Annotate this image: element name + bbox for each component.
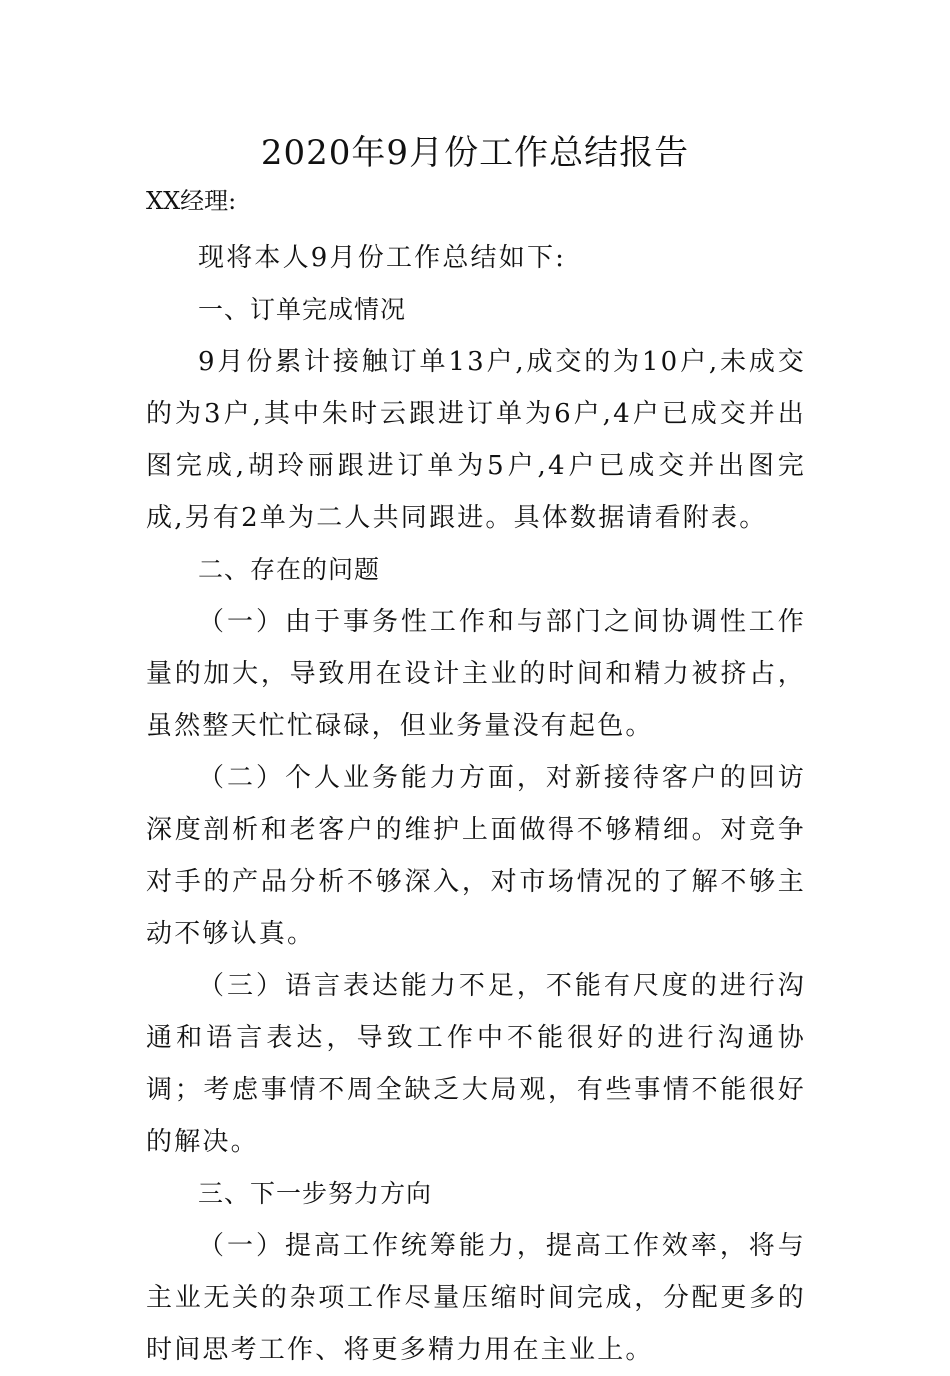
document-title: 2020年9月份工作总结报告 xyxy=(260,133,690,173)
problem-paragraph-3: （三）语言表达能力不足，不能有尺度的进行沟通和语言表达，导致工作中不能很好的进行沟通协调；考虑事情不周全缺乏大局观，有些事情不能很好的解决。 xyxy=(146,971,806,1157)
section-heading-next-steps: 三、下一步努力方向 xyxy=(198,1179,433,1208)
section-heading-problems: 二、存在的问题 xyxy=(198,555,381,584)
problem-paragraph-1: （一）由于事务性工作和与部门之间协调性工作量的加大，导致用在设计主业的时间和精力被挤占，虽然整天忙忙碌碌，但业务量没有起色。 xyxy=(146,607,806,741)
document-body xyxy=(146,232,806,1376)
salutation: XX经理: xyxy=(146,187,237,215)
problem-paragraph-2: （二）个人业务能力方面，对新接待客户的回访深度剖析和老客户的维护上面做得不够精细。对竞争对手的产品分析不够深入，对市场情况的了解不够主动不够认真。 xyxy=(146,763,806,949)
next-step-paragraph-1: （一）提高工作统筹能力，提高工作效率，将与主业无关的杂项工作尽量压缩时间完成，分配更多的时间思考工作、将更多精力用在主业上。 xyxy=(146,1231,806,1365)
section-heading-orders: 一、订单完成情况 xyxy=(198,295,407,324)
intro-paragraph: 现将本人9月份工作总结如下: xyxy=(198,243,567,273)
orders-paragraph: 9月份累计接触订单13户,成交的为10户,未成交的为3户,其中朱时云跟进订单为6户,4户已成交并出图完成,胡玲丽跟进订单为5户,4户已成交并出图完成,另有2单为二人共同跟进。具体数据请看附表。 xyxy=(146,347,806,533)
